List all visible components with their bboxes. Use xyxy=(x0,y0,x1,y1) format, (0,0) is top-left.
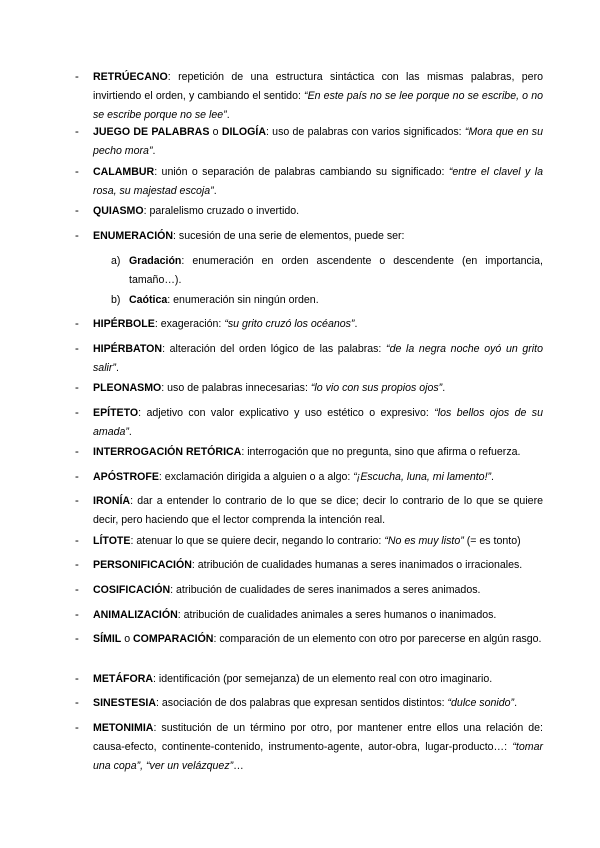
ending: (= es tonto) xyxy=(463,535,521,547)
ending: … xyxy=(233,760,244,772)
term: COSIFICACIÓN xyxy=(93,584,171,596)
definition: : adjetivo con valor explicativo y uso estético o expresivo: xyxy=(138,407,435,419)
term: METONIMIA xyxy=(93,722,154,734)
sub-item-label: b) xyxy=(111,294,121,306)
definition: : identificación (por semejanza) de un elemento real con otro imaginario. xyxy=(153,673,493,685)
definition: : exclamación dirigida a alguien o a algo: xyxy=(158,471,354,483)
example: “lo vio con sus propios ojos” xyxy=(310,382,443,394)
term: ENUMERACIÓN xyxy=(93,230,174,242)
example: “entre el clavel y la rosa, su majestad escoja” xyxy=(93,166,543,197)
ending: . xyxy=(514,697,518,709)
item-text xyxy=(93,315,543,334)
example: “su grito cruzó los océanos” xyxy=(224,318,355,330)
item-text xyxy=(93,581,543,600)
sub-item-text xyxy=(129,291,543,310)
definition: : comparación de un elemento con otro por parecerse en algún rasgo. xyxy=(213,633,542,645)
list-bullet: - xyxy=(75,673,79,685)
term: ANIMALIZACIÓN xyxy=(93,609,178,621)
list-bullet: - xyxy=(75,559,79,571)
term: METÁFORA xyxy=(93,673,154,685)
list-bullet: - xyxy=(75,318,79,330)
definition: : sucesión de una serie de elementos, puede ser: xyxy=(173,230,405,242)
term: APÓSTROFE xyxy=(93,471,159,483)
definition: : unión o separación de palabras cambiando su significado: xyxy=(154,166,449,178)
term: HIPÉRBATON xyxy=(93,343,163,355)
definition: : paralelismo cruzado o invertido. xyxy=(143,205,300,217)
sub-item-label: a) xyxy=(111,255,121,267)
term: SINESTESIA xyxy=(93,697,156,709)
definition: : atribución de cualidades de seres inanimados a seres animados. xyxy=(170,584,481,596)
ending: . xyxy=(491,471,494,483)
item-text xyxy=(93,719,543,776)
example: “Mora que en su pecho mora” xyxy=(93,126,543,157)
item-text xyxy=(93,532,543,551)
definition: : dar a entender lo contrario de lo que se dice; decir lo contrario de lo que se quiere decir, pero haciendo que el lector comprenda la intención real. xyxy=(93,495,543,526)
definition: : uso de palabras con varios significados: xyxy=(265,126,465,138)
definition: : sustitución de un término por otro, por mantener entre ellos una relación de: causa-efecto, continente-contenido, instrumento-agente, autor-obra, lugar-producto…: xyxy=(93,722,543,753)
ending: . xyxy=(213,185,217,197)
connector: o xyxy=(121,633,134,645)
list-bullet: - xyxy=(75,697,79,709)
item-text xyxy=(93,227,543,246)
term: SÍMIL xyxy=(93,633,122,645)
term-secondary: COMPARACIÓN xyxy=(133,633,214,645)
term: CALAMBUR xyxy=(93,166,155,178)
ending: . xyxy=(128,426,132,438)
list-bullet: - xyxy=(75,722,79,734)
item-text xyxy=(93,163,543,201)
example: “¡Escucha, luna, mi lamento!” xyxy=(353,471,492,483)
term: PLEONASMO xyxy=(93,382,162,394)
definition: : enumeración en orden ascendente o descendente (en importancia, tamaño…). xyxy=(129,255,543,286)
list-bullet: - xyxy=(75,71,79,83)
definition: : interrogación que no pregunta, sino que afirma o refuerza. xyxy=(241,446,521,458)
item-text xyxy=(93,492,543,530)
term: IRONÍA xyxy=(93,495,131,507)
definition: : exageración: xyxy=(154,318,225,330)
example: “los bellos ojos de su amada” xyxy=(93,407,543,438)
term-secondary: DILOGÍA xyxy=(221,126,266,138)
definition: : repetición de una estructura sintáctica con las mismas palabras, pero invirtiendo el orden, y cambiando el sentido: xyxy=(93,71,543,102)
term: QUIASMO xyxy=(93,205,144,217)
ending: . xyxy=(354,318,358,330)
example: “No es muy listo” xyxy=(384,535,464,547)
item-text xyxy=(93,202,543,221)
example: “dulce sonido” xyxy=(447,697,515,709)
list-bullet: - xyxy=(75,535,79,547)
ending: . xyxy=(152,145,156,157)
term: Gradación xyxy=(129,255,182,267)
list-bullet: - xyxy=(75,407,79,419)
term: LÍTOTE xyxy=(93,535,131,547)
list-bullet: - xyxy=(75,343,79,355)
example: “En este país no se lee porque no se escribe, o no se escribe porque no se lee” xyxy=(93,90,543,121)
definition: : atribución de cualidades humanas a seres inanimados o irracionales. xyxy=(191,559,523,571)
definition: : alteración del orden lógico de las palabras: xyxy=(162,343,387,355)
list-bullet: - xyxy=(75,495,79,507)
item-text xyxy=(93,630,543,649)
definition: : enumeración sin ningún orden. xyxy=(167,294,319,306)
list-bullet: - xyxy=(75,126,79,138)
term: RETRÚECANO xyxy=(93,71,168,83)
term: Caótica xyxy=(129,294,168,306)
term: HIPÉRBOLE xyxy=(93,318,155,330)
example: “de la negra noche oyó un grito salir” xyxy=(93,343,543,374)
definition: : atribución de cualidades animales a seres humanos o inanimados. xyxy=(177,609,497,621)
item-text xyxy=(93,443,543,462)
item-text xyxy=(93,556,543,575)
term: INTERROGACIÓN RETÓRICA xyxy=(93,446,242,458)
item-text xyxy=(93,468,543,487)
definition: : atenuar lo que se quiere decir, negando lo contrario: xyxy=(130,535,385,547)
item-text xyxy=(93,670,543,689)
item-text xyxy=(93,404,543,442)
list-bullet: - xyxy=(75,584,79,596)
term: PERSONIFICACIÓN xyxy=(93,559,192,571)
sub-item-text xyxy=(129,252,543,290)
definition: : uso de palabras innecesarias: xyxy=(161,382,311,394)
ending: . xyxy=(442,382,446,394)
term: EPÍTETO xyxy=(93,407,139,419)
item-text xyxy=(93,606,543,625)
list-bullet: - xyxy=(75,446,79,458)
connector: o xyxy=(209,126,222,138)
definition: : asociación de dos palabras que expresan sentidos distintos: xyxy=(156,697,448,709)
list-bullet: - xyxy=(75,382,79,394)
list-bullet: - xyxy=(75,166,79,178)
list-bullet: - xyxy=(75,230,79,242)
ending: . xyxy=(115,362,119,374)
item-text xyxy=(93,379,543,398)
item-text xyxy=(93,123,543,161)
item-text xyxy=(93,340,543,378)
list-bullet: - xyxy=(75,609,79,621)
term: JUEGO DE PALABRAS xyxy=(93,126,210,138)
list-bullet: - xyxy=(75,633,79,645)
item-text xyxy=(93,68,543,125)
example: “tomar una copa”, “ver un velázquez” xyxy=(93,741,543,772)
list-bullet: - xyxy=(75,471,79,483)
item-text xyxy=(93,694,543,713)
list-bullet: - xyxy=(75,205,79,217)
ending: . xyxy=(226,109,230,121)
